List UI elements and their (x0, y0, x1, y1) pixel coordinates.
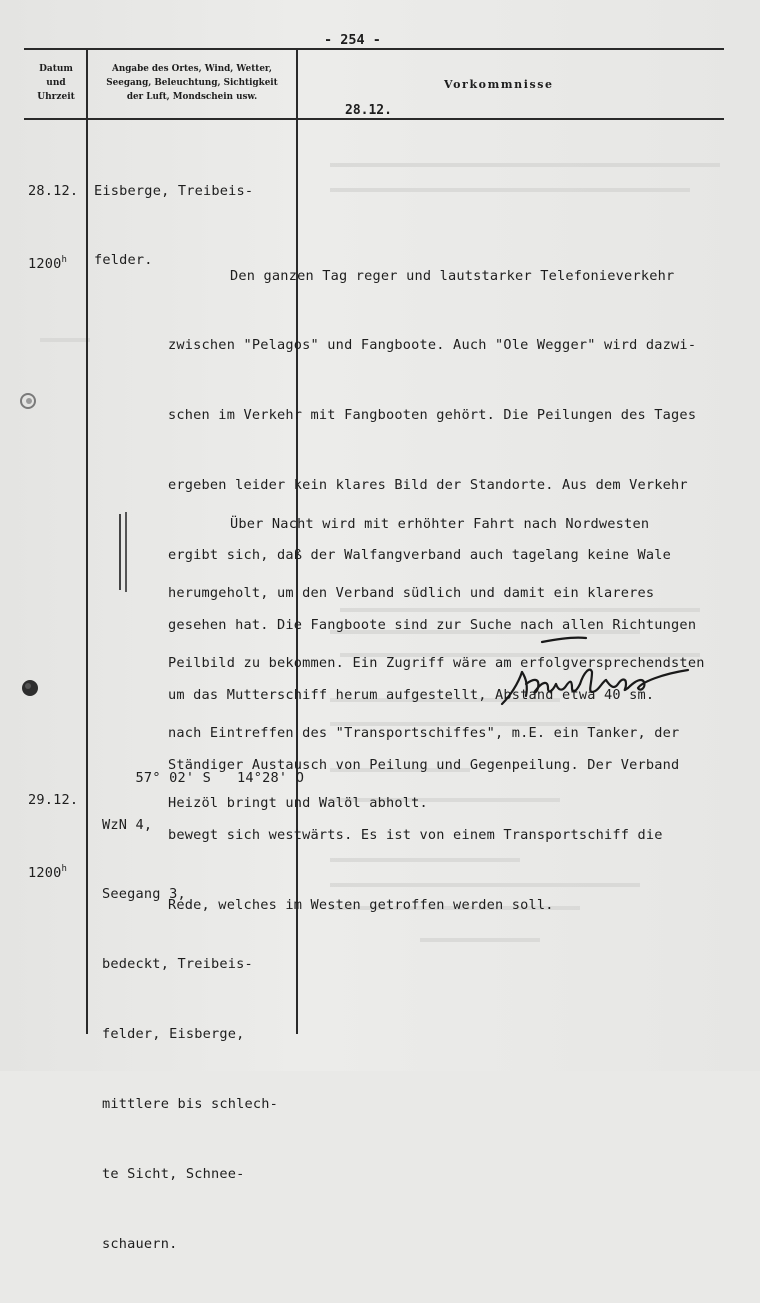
header-rule (24, 118, 724, 120)
handwritten-signature (492, 632, 692, 712)
top-rule (24, 48, 724, 50)
entry-1-paragraph-1: Den ganzen Tag reger und lautstarker Telefonieverkehr zwischen "Pelagos" und Fangboote. Auch "Ole Wegger" wird dazwi- schen im Verkehr mit Fangbooten gehört. Die Peilungen des Tages ergeben leider kein klares Bild der Standorte. Aus dem Verkehr ergibt sich, daß der Walfangverband auch tagelang keine Wale gesehen hat. Die Fangboote sind zur Suche nach allen Richtungen um das Mutterschiff herum aufgestellt, Abstand etwa 40 sm. Ständiger Austausch von Peilung und Gegenpeilung. Der Verband bewegt sich westwärts. Es ist von einem Transportschiff die Rede, welches im Westen getroffen werden soll. (168, 267, 697, 913)
entry-2-latitude: 57° 02' S (135, 770, 212, 787)
entry-2-longitude: 14°28' O (237, 770, 305, 787)
entry-2-date: 29.12. 1200$^h$ (28, 791, 79, 882)
entry-1-location: Eisberge, Treibeis- felder. (94, 182, 254, 269)
header-events-column: Vorkommnisse (444, 78, 554, 91)
header-location-column: Angabe des Ortes, Wind, Wetter, Seegang, Beleuchtung, Sichtigkeit der Luft, Mondschein usw. (106, 64, 278, 102)
column-divider-1 (86, 49, 88, 1034)
page-number: - 254 - (324, 32, 381, 48)
margin-double-stroke-mark (116, 510, 132, 594)
punch-hole-mark-lower (18, 676, 42, 700)
punch-hole-mark-upper (16, 388, 40, 414)
header-date-column: Datum und Uhrzeit (37, 64, 75, 102)
entry-2-location: WzN 4, Seegang 3, bedeckt, Treibeis- felder, Eisberge, mittlere bis schlech- te Sicht, Schnee- schauern. (102, 816, 279, 1252)
entry-1-date: 28.12. 1200$^h$ (28, 182, 79, 273)
header-events-date: 28.12. (345, 103, 392, 118)
entry-1-paragraph-2: Über Nacht wird mit erhöhter Fahrt nach Nordwesten herumgeholt, um den Verband südlich und damit ein klareres Peilbild zu bekommen. Ein Zugriff wäre am erfolgversprechendsten nach Eintreffen des "Transportschiffes", m.E. ein Tanker, der Heizöl bringt und Walöl abholt. (168, 515, 705, 812)
